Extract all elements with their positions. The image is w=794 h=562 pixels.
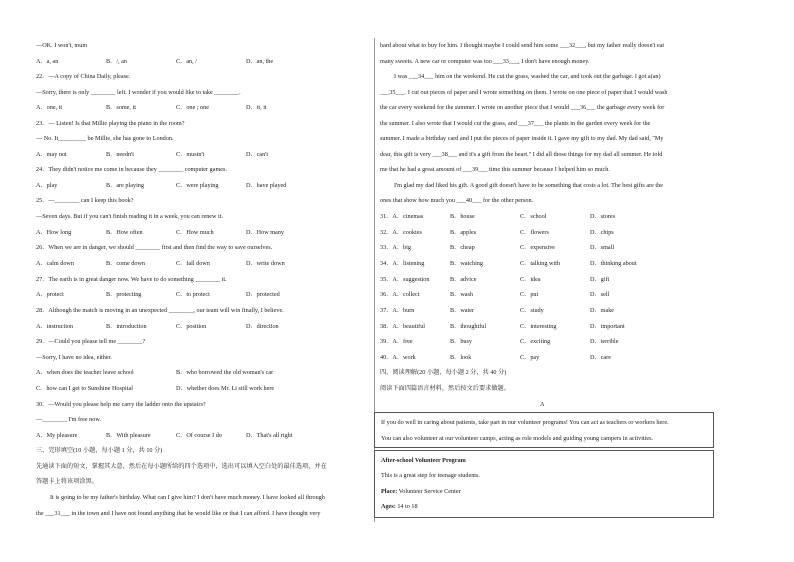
q39-option-d: D．terrible bbox=[590, 338, 619, 345]
q29-stem: 29．—Could you please tell me ________? bbox=[36, 338, 146, 345]
q29-option-d: D．whether does Mr. Li still work here bbox=[176, 385, 275, 392]
q24-option-a: A．play bbox=[36, 182, 58, 189]
q32-option-c: C．flowers bbox=[520, 229, 549, 236]
q28-option-a: A．instruction bbox=[36, 323, 74, 330]
section4-heading: 四、阅读理解(20 小题，每小题 2 分，共 40 分) bbox=[380, 369, 507, 376]
q34-option-b: B．watching bbox=[450, 260, 483, 267]
q21-tail: —OK. I won't, mum bbox=[36, 42, 88, 49]
q38-option-d: D．important bbox=[590, 323, 625, 330]
q21-option-b: B．/, an bbox=[106, 58, 127, 65]
passage-letter-a: A bbox=[540, 401, 545, 408]
q33-option-d: D．small bbox=[590, 244, 615, 251]
section3-instruction-2: 答题卡上将该项涂黑。 bbox=[36, 478, 98, 485]
q31-option-d: D．stores bbox=[590, 213, 616, 220]
q39-option-a: 39．A．free bbox=[380, 338, 413, 345]
q35-option-c: C．idea bbox=[520, 276, 541, 283]
q38-option-a: 38．A．beautiful bbox=[380, 323, 426, 330]
q31-option-a: 31．A．cinemas bbox=[380, 213, 424, 220]
ages-label: Ages: bbox=[381, 503, 396, 510]
q29-line2: —Sorry, I have no idea, either. bbox=[36, 354, 112, 361]
q40-option-d: D．care bbox=[590, 354, 611, 361]
q23-stem: 23．— Listen! Is that Millie playing the piano in the room? bbox=[36, 120, 185, 127]
q28-option-b: B．introduction bbox=[106, 323, 147, 330]
q22-option-b: B．some, it bbox=[106, 104, 136, 111]
q32-option-d: D．chips bbox=[590, 229, 614, 236]
q34-option-d: D．thinking about bbox=[590, 260, 637, 267]
q26-option-d: D．write down bbox=[246, 260, 285, 267]
passage-line-11: me that he had a great amount of ___39___ time this summer because I helped him so much. bbox=[380, 166, 610, 173]
passage-line-5: I was ___34___ him on the weekend. He cut the grass, washed the car, and took out the garbage. I got a(an) bbox=[394, 73, 661, 80]
q40-option-a: 40．A．work bbox=[380, 354, 416, 361]
q27-option-d: D．protected bbox=[246, 291, 280, 298]
q33-option-b: B．cheap bbox=[450, 244, 475, 251]
q37-option-a: 37．A．burn bbox=[380, 307, 415, 314]
q37-option-b: B．water bbox=[450, 307, 475, 314]
q29-option-c: C．how can I get to Sunshine Hospital bbox=[36, 385, 133, 392]
passage-line-1: It is going to be my father's birthday. What can I give him? I don't have much money. I have looked all through bbox=[50, 494, 325, 501]
q22-option-a: A．one, it bbox=[36, 104, 63, 111]
passage-line-4: many sweets. A new car or computer was too ___33___, I don't have enough money. bbox=[380, 58, 590, 65]
program-ages bbox=[381, 503, 418, 511]
q23-option-b: B．needn't bbox=[106, 151, 134, 158]
q24-option-c: C．were playing bbox=[176, 182, 219, 189]
passage-line-2: the ___31___ in the town and I have not found anything that he would like or that I can afford. I have thought very bbox=[36, 510, 321, 517]
section3-heading: 三、完形填空(10 小题，每小题 1 分，共 10 分) bbox=[36, 447, 163, 454]
q33-option-a: 33．A．big bbox=[380, 244, 411, 251]
q37-option-d: D．make bbox=[590, 307, 615, 314]
passage-line-3: hard about what to buy for him. I thought maybe I could send him some ___32___, but my father really doesn't eat bbox=[380, 42, 665, 49]
q24-option-d: D．have played bbox=[246, 182, 287, 189]
passage-line-12: I'm glad my dad liked his gift. A good gift doesn't have to be something that costs a lot. The best gifts are the bbox=[394, 182, 663, 189]
q29-option-b: B．who borrowed the old woman's car bbox=[176, 369, 274, 376]
q36-option-b: B．wash bbox=[450, 291, 474, 298]
volunteer-intro-box bbox=[374, 412, 714, 448]
box1-line-2: You can also volunteer at our volunteer camps, acting as role models and guiding young campers in activities. bbox=[381, 435, 654, 442]
q30-option-d: D．That's all right bbox=[246, 432, 293, 439]
q23-option-d: D．can't bbox=[246, 151, 269, 158]
passage-line-8: the summer. I also wrote that I would cut the grass, and ___37___ the plants in the garden every week for the bbox=[380, 120, 651, 127]
q22-stem: 22．—A copy of China Daily, please. bbox=[36, 73, 131, 80]
q26-stem: 26．When we are in danger, we should ________ first and then find the way to save ourselves. bbox=[36, 244, 273, 251]
q30-option-b: B．With pleasure bbox=[106, 432, 151, 439]
q38-option-c: C．interesting bbox=[520, 323, 557, 330]
q25-line2: —Seven days. But if you can't finish reading it in a week, you can renew it. bbox=[36, 213, 224, 220]
q27-option-c: C．to protect bbox=[176, 291, 210, 298]
q28-option-d: D．direction bbox=[246, 323, 279, 330]
q36-option-c: C．put bbox=[520, 291, 539, 298]
q40-option-b: B．look bbox=[450, 354, 472, 361]
q22-option-c: C．one ; one bbox=[176, 104, 209, 111]
q21-option-d: D．an, the bbox=[246, 58, 274, 65]
q24-option-b: B．are playing bbox=[106, 182, 144, 189]
q34-option-a: 34．A．listening bbox=[380, 260, 425, 267]
place-value: Volunteer Service Center bbox=[397, 488, 461, 495]
q38-option-b: B．thoughtful bbox=[450, 323, 487, 330]
q30-stem: 30．—Would you please help me carry the ladder onto the upstairs? bbox=[36, 401, 206, 408]
q26-option-c: C．fall down bbox=[176, 260, 210, 267]
q36-option-a: 36．A．collect bbox=[380, 291, 420, 298]
q30-option-c: C．Of course I do bbox=[176, 432, 222, 439]
q27-option-b: B．protecting bbox=[106, 291, 142, 298]
q34-option-c: C．talking with bbox=[520, 260, 561, 267]
q23-option-a: A．may not bbox=[36, 151, 67, 158]
box1-line-1: If you do well in caring about patients, take part in our volunteer programs! You can act as teachers or workers here. bbox=[381, 419, 669, 426]
q22-option-d: D．it, it bbox=[246, 104, 267, 111]
q31-option-c: C．school bbox=[520, 213, 547, 220]
program-place bbox=[381, 488, 461, 496]
q26-option-a: A．calm down bbox=[36, 260, 74, 267]
q36-option-d: D．sell bbox=[590, 291, 610, 298]
after-school-program-box bbox=[374, 450, 714, 518]
q25-option-c: C．How much bbox=[176, 229, 214, 236]
ages-value: 14 to 18 bbox=[395, 503, 418, 510]
q21-option-a: A．a, an bbox=[36, 58, 59, 65]
q28-stem: 28．Although the match is moving in an unexpected ________, our team will win finally, I believe. bbox=[36, 307, 284, 314]
q25-option-b: B．How often bbox=[106, 229, 143, 236]
q27-stem: 27．The earth is in great danger now. We have to do something ________ it. bbox=[36, 276, 227, 283]
q33-option-c: C．expensive bbox=[520, 244, 556, 251]
q37-option-c: C．study bbox=[520, 307, 544, 314]
passage-line-6: ___35___. I cut out pieces of paper and I wrote something on them. I wrote on one piece of paper that I would wash bbox=[380, 89, 668, 96]
section4-instruction: 阅读下面四篇语言材料，然后按文后要求做题。 bbox=[380, 385, 510, 392]
passage-line-7: the car every weekend for the summer. I wrote on another piece that I would ___36___ the garbage every week for bbox=[380, 104, 665, 111]
q39-option-c: C．exciting bbox=[520, 338, 551, 345]
passage-line-13: ones that show how much you ___40___ for the other person. bbox=[380, 197, 534, 204]
q24-stem: 24．They didn't notice me come in because they ________ computer games. bbox=[36, 166, 227, 173]
q27-option-a: A．protect bbox=[36, 291, 64, 298]
q29-option-a: A．when does the teacher leave school bbox=[36, 369, 134, 376]
q30-option-a: A．My pleasure bbox=[36, 432, 78, 439]
q21-option-c: C．an, / bbox=[176, 58, 197, 65]
q35-option-a: 35．A．suggestion bbox=[380, 276, 430, 283]
q25-stem: 25．—________ can I keep this book? bbox=[36, 197, 134, 204]
q23-option-c: C．mustn't bbox=[176, 151, 205, 158]
q25-option-a: A．How long bbox=[36, 229, 72, 236]
q22-line2: —Sorry, there is only ________ left. I wonder if you would like to take ________. bbox=[36, 89, 241, 96]
section3-instruction-1: 先通读下面的短文，掌握其大意，然后在每小题所给的四个选项中，选出可以填入空白处的最佳选项，并在 bbox=[36, 463, 327, 470]
passage-line-10: dear, this gift is very ___38___ and it's a gift from the heart." I did all those things for my dad all summer. He told bbox=[380, 151, 663, 158]
q31-option-b: B．house bbox=[450, 213, 475, 220]
q25-option-d: D．How many bbox=[246, 229, 284, 236]
q30-line2: —________ I'm free now. bbox=[36, 416, 101, 423]
q26-option-b: B．come down bbox=[106, 260, 146, 267]
passage-line-9: summer. I made a birthday card and I put the pieces of paper inside it. I gave my gift to my dad. My dad said, "My bbox=[380, 135, 664, 142]
q32-option-a: 32．A．cookies bbox=[380, 229, 422, 236]
q39-option-b: B．busy bbox=[450, 338, 473, 345]
q23-line2: — No. It_________ be Millie, she has gone to London. bbox=[36, 135, 174, 142]
program-description: This is a great step for teenage students. bbox=[381, 472, 480, 479]
q35-option-b: B．advice bbox=[450, 276, 477, 283]
q40-option-c: C．pay bbox=[520, 354, 540, 361]
q35-option-d: D．gift bbox=[590, 276, 610, 283]
q28-option-c: C．position bbox=[176, 323, 207, 330]
place-label: Place: bbox=[381, 488, 398, 495]
q32-option-b: B．apples bbox=[450, 229, 477, 236]
program-title: After-school Volunteer Program bbox=[381, 457, 466, 464]
